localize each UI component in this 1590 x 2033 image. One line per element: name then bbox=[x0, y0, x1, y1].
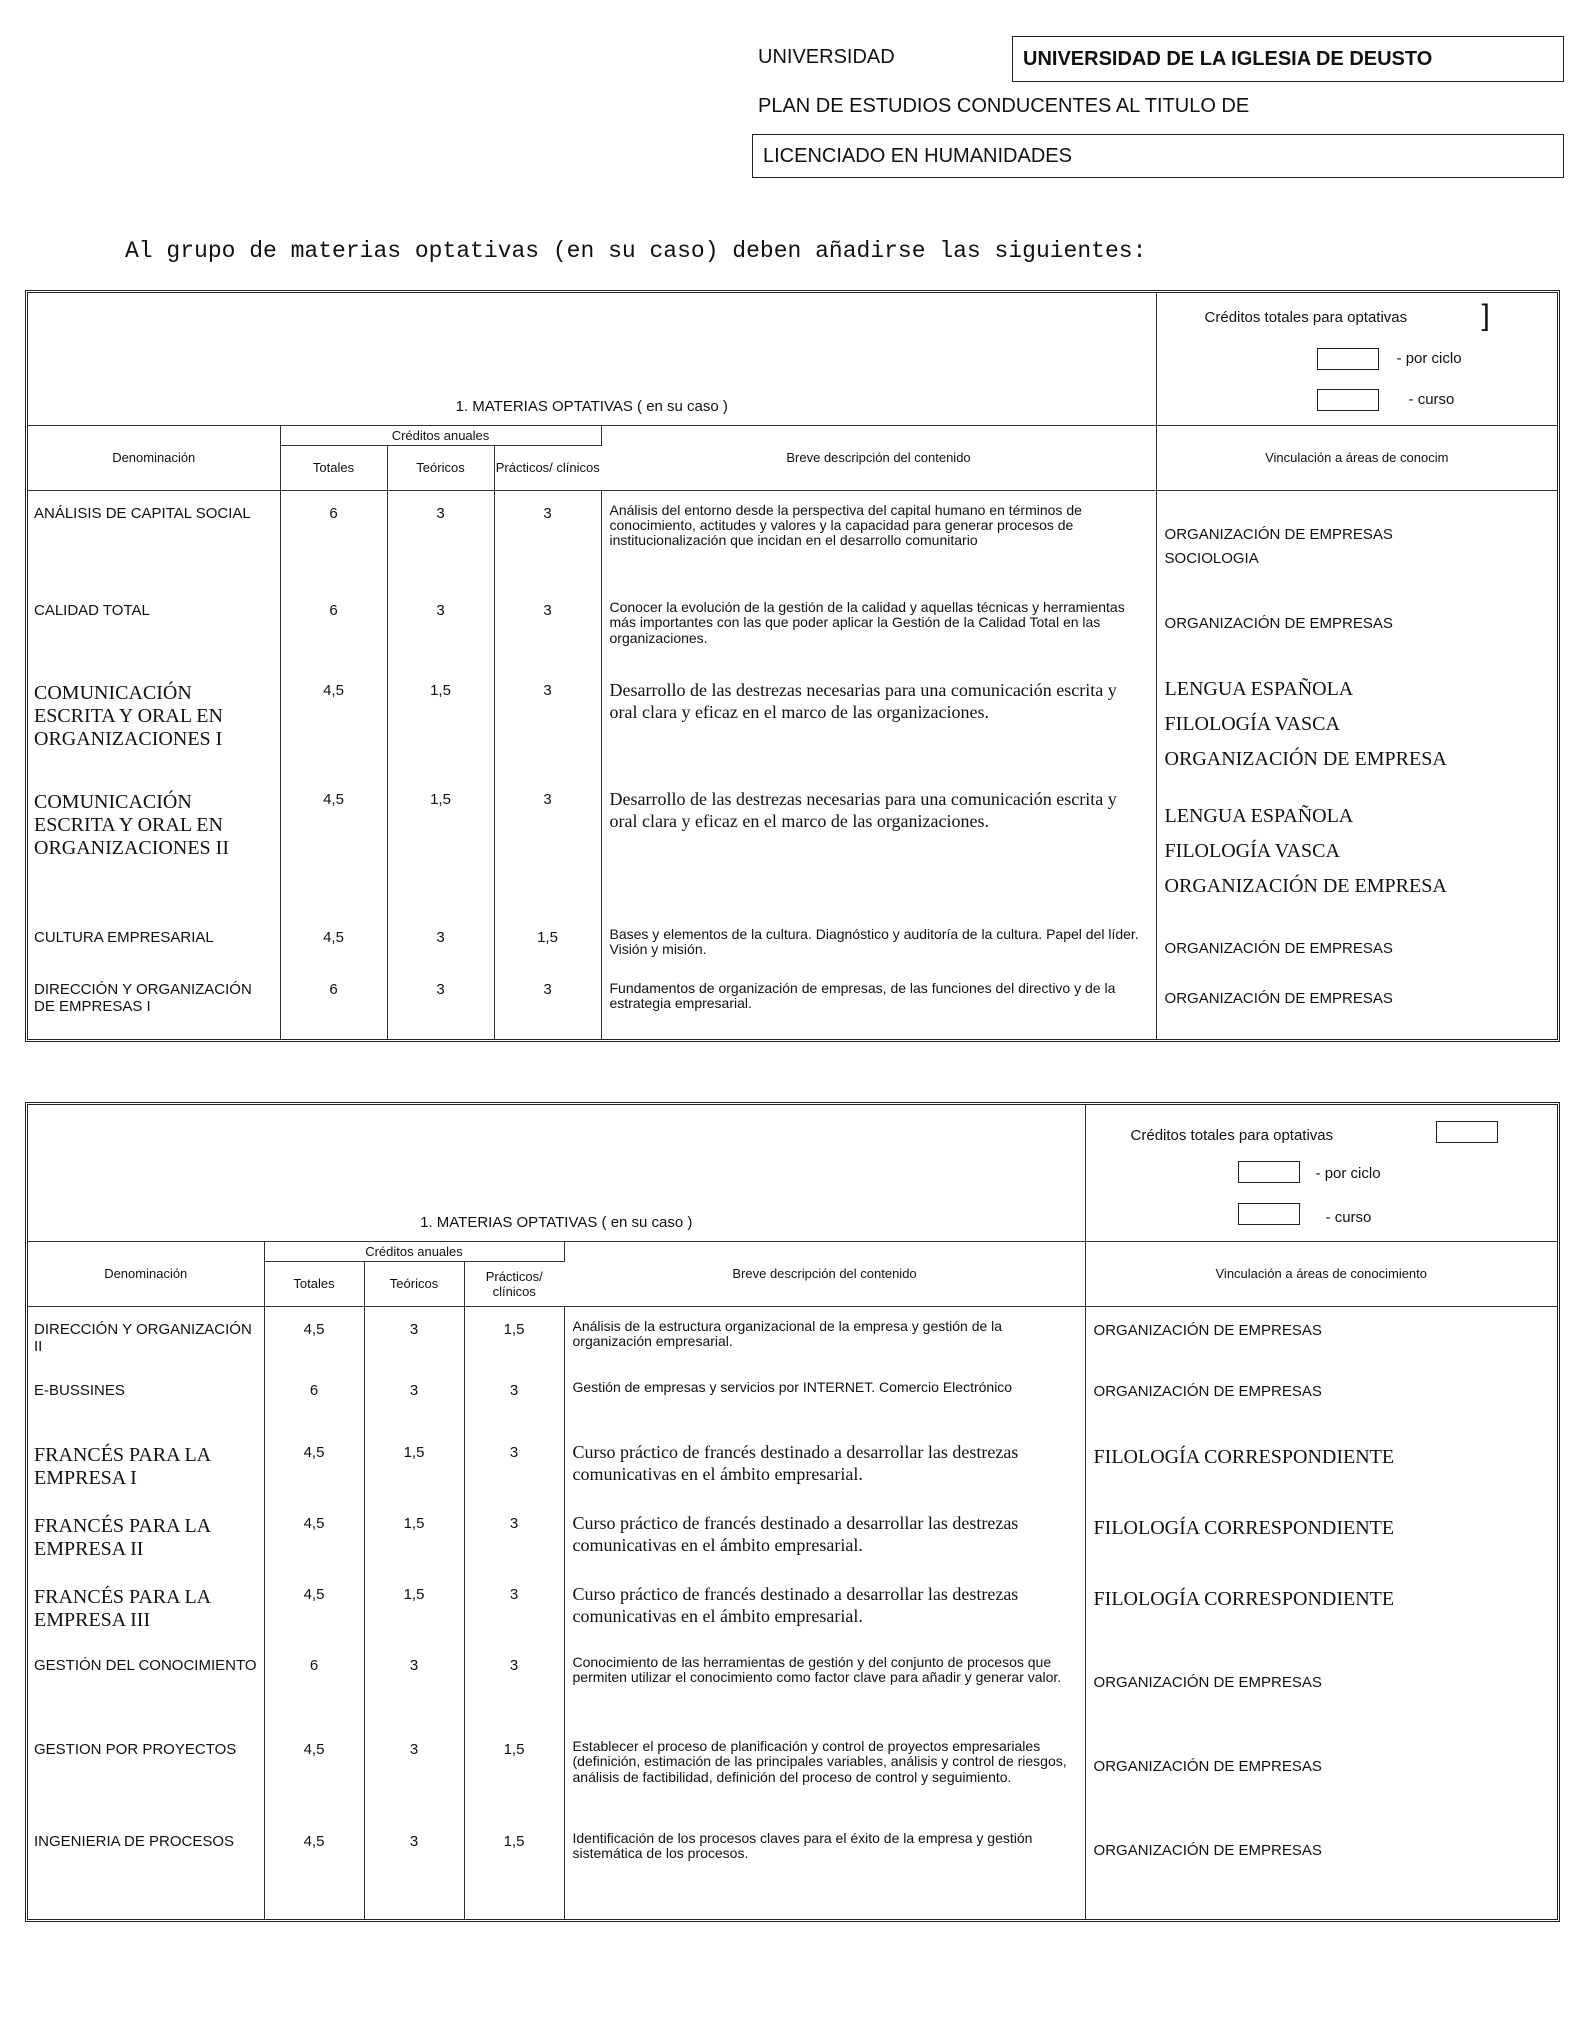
row-denominacion: DIRECCIÓN Y ORGANIZACIÓN II bbox=[28, 1306, 264, 1368]
universidad-field[interactable]: UNIVERSIDAD DE LA IGLESIA DE DEUSTO bbox=[1012, 36, 1564, 82]
row-vinculacion bbox=[1085, 1368, 1557, 1430]
row-totales: 6 bbox=[264, 1368, 364, 1430]
table-row bbox=[28, 777, 1557, 915]
row-descripcion: Curso práctico de francés destinado a desarrollar las destrezas comunicativas en el ámbito empresarial. bbox=[564, 1501, 1085, 1572]
row-totales: 4,5 bbox=[264, 1819, 364, 1919]
titulo-field[interactable]: LICENCIADO EN HUMANIDADES bbox=[752, 134, 1564, 178]
col-practicos: Prácticos/ clínicos bbox=[494, 445, 601, 490]
row-vinculacion bbox=[1156, 668, 1557, 777]
vinculacion-item: LENGUA ESPAÑOLA bbox=[1164, 678, 1354, 700]
row-teoricos: 1,5 bbox=[387, 668, 494, 777]
vinculacion-item: ORGANIZACIÓN DE EMPRESAS bbox=[1093, 1842, 1322, 1859]
table-row bbox=[28, 588, 1557, 668]
row-totales: 6 bbox=[264, 1643, 364, 1727]
por-ciclo-box[interactable] bbox=[1238, 1161, 1300, 1183]
row-denominacion: INGENIERIA DE PROCESOS bbox=[28, 1819, 264, 1919]
row-teoricos: 3 bbox=[364, 1306, 464, 1368]
row-teoricos: 1,5 bbox=[364, 1430, 464, 1501]
row-totales: 4,5 bbox=[264, 1727, 364, 1819]
vinculacion-item: LENGUA ESPAÑOLA bbox=[1164, 805, 1354, 827]
vinculacion-item: ORGANIZACIÓN DE EMPRESA bbox=[1164, 875, 1447, 897]
row-vinculacion bbox=[1085, 1727, 1557, 1819]
row-vinculacion bbox=[1085, 1306, 1557, 1368]
row-totales: 4,5 bbox=[264, 1306, 364, 1368]
row-totales: 6 bbox=[280, 490, 387, 588]
row-denominacion: DIRECCIÓN Y ORGANIZACIÓN DE EMPRESAS I bbox=[28, 977, 280, 1039]
row-vinculacion bbox=[1085, 1572, 1557, 1643]
table-title-cell bbox=[28, 293, 1156, 425]
table-title: 1. MATERIAS OPTATIVAS ( en su caso ) bbox=[455, 397, 728, 415]
curso-box[interactable] bbox=[1317, 389, 1379, 411]
row-totales: 4,5 bbox=[280, 777, 387, 915]
row-practicos: 1,5 bbox=[464, 1819, 564, 1919]
table-row bbox=[28, 1501, 1557, 1572]
row-practicos: 3 bbox=[464, 1501, 564, 1572]
row-practicos: 3 bbox=[494, 490, 601, 588]
table-row bbox=[28, 915, 1557, 977]
optativas-table-2 bbox=[25, 1102, 1560, 1922]
vinculacion-item: ORGANIZACIÓN DE EMPRESAS bbox=[1093, 1383, 1322, 1400]
row-vinculacion bbox=[1156, 490, 1557, 588]
col-practicos: Prácticos/ clínicos bbox=[464, 1261, 564, 1306]
creditos-totales-box bbox=[1085, 1105, 1557, 1241]
curso-label: - curso bbox=[1325, 1209, 1372, 1226]
creditos-totales-label: Créditos totales para optativas bbox=[1130, 1127, 1334, 1144]
row-teoricos: 3 bbox=[364, 1368, 464, 1430]
table-row bbox=[28, 668, 1557, 777]
table-row bbox=[28, 1306, 1557, 1368]
row-vinculacion bbox=[1085, 1643, 1557, 1727]
col-totales: Totales bbox=[280, 445, 387, 490]
vinculacion-item: ORGANIZACIÓN DE EMPRESA bbox=[1164, 748, 1447, 770]
table-row bbox=[28, 490, 1557, 588]
row-totales: 4,5 bbox=[264, 1430, 364, 1501]
row-descripcion: Análisis de la estructura organizacional de la empresa y gestión de la organización empresarial. bbox=[564, 1306, 1085, 1368]
row-denominacion: FRANCÉS PARA LA EMPRESA I bbox=[28, 1430, 264, 1501]
row-totales: 6 bbox=[280, 977, 387, 1039]
row-vinculacion bbox=[1156, 915, 1557, 977]
row-vinculacion bbox=[1156, 777, 1557, 915]
row-descripcion: Conocimiento de las herramientas de gestión y del conjunto de procesos que permiten utilizar el conocimiento como factor clave para añadir y generar valor. bbox=[564, 1643, 1085, 1727]
table-row bbox=[28, 1572, 1557, 1643]
row-teoricos: 3 bbox=[387, 977, 494, 1039]
row-descripcion: Curso práctico de francés destinado a desarrollar las destrezas comunicativas en el ámbito empresarial. bbox=[564, 1430, 1085, 1501]
row-denominacion: GESTION POR PROYECTOS bbox=[28, 1727, 264, 1819]
row-teoricos: 1,5 bbox=[364, 1501, 464, 1572]
row-denominacion: COMUNICACIÓN ESCRITA Y ORAL EN ORGANIZACIONES I bbox=[28, 668, 280, 777]
row-teoricos: 1,5 bbox=[364, 1572, 464, 1643]
vinculacion-item: FILOLOGÍA CORRESPONDIENTE bbox=[1093, 1517, 1395, 1539]
table-row bbox=[28, 1819, 1557, 1919]
row-practicos: 3 bbox=[494, 977, 601, 1039]
row-denominacion: GESTIÓN DEL CONOCIMIENTO bbox=[28, 1643, 264, 1727]
row-descripcion: Fundamentos de organización de empresas, de las funciones del directivo y de la estrategia empresarial. bbox=[601, 977, 1156, 1039]
row-practicos: 3 bbox=[494, 668, 601, 777]
vinculacion-item: SOCIOLOGIA bbox=[1164, 549, 1259, 567]
table-row bbox=[28, 1727, 1557, 1819]
row-practicos: 1,5 bbox=[494, 915, 601, 977]
col-creditos-anuales: Créditos anuales bbox=[280, 425, 601, 445]
row-teoricos: 3 bbox=[364, 1727, 464, 1819]
col-teoricos: Teóricos bbox=[364, 1261, 464, 1306]
curso-label: - curso bbox=[1408, 391, 1455, 408]
vinculacion-item: ORGANIZACIÓN DE EMPRESAS bbox=[1164, 525, 1393, 543]
row-denominacion: COMUNICACIÓN ESCRITA Y ORAL EN ORGANIZACIONES II bbox=[28, 777, 280, 915]
row-vinculacion bbox=[1085, 1819, 1557, 1919]
creditos-totales-label: Créditos totales para optativas bbox=[1204, 309, 1408, 326]
col-vinculacion: Vinculación a áreas de conocim bbox=[1156, 425, 1557, 490]
col-teoricos: Teóricos bbox=[387, 445, 494, 490]
col-denominacion: Denominación bbox=[28, 1241, 264, 1306]
por-ciclo-label: - por ciclo bbox=[1396, 350, 1462, 367]
row-denominacion: CALIDAD TOTAL bbox=[28, 588, 280, 668]
universidad-label: UNIVERSIDAD bbox=[758, 46, 895, 68]
vinculacion-item: FILOLOGÍA VASCA bbox=[1164, 713, 1340, 735]
bracket-mark: ] bbox=[1481, 299, 1490, 332]
row-descripcion: Análisis del entorno desde la perspectiva del capital humano en términos de conocimiento, actitudes y valores y la capacidad para generar procesos de institucionalización que incidan en el desarrollo comunitario bbox=[601, 490, 1156, 588]
vinculacion-item: FILOLOGÍA CORRESPONDIENTE bbox=[1093, 1446, 1395, 1468]
vinculacion-item: ORGANIZACIÓN DE EMPRESAS bbox=[1093, 1321, 1322, 1339]
row-teoricos: 3 bbox=[364, 1819, 464, 1919]
row-practicos: 3 bbox=[464, 1572, 564, 1643]
table-title-cell bbox=[28, 1105, 1085, 1241]
col-descripcion: Breve descripción del contenido bbox=[601, 425, 1156, 490]
col-descripcion: Breve descripción del contenido bbox=[564, 1241, 1085, 1306]
row-totales: 4,5 bbox=[264, 1501, 364, 1572]
curso-box[interactable] bbox=[1238, 1203, 1300, 1225]
row-totales: 4,5 bbox=[280, 915, 387, 977]
row-denominacion: FRANCÉS PARA LA EMPRESA II bbox=[28, 1501, 264, 1572]
col-vinculacion: Vinculación a áreas de conocimiento bbox=[1085, 1241, 1557, 1306]
row-teoricos: 3 bbox=[387, 915, 494, 977]
row-denominacion: CULTURA EMPRESARIAL bbox=[28, 915, 280, 977]
row-descripcion: Desarrollo de las destrezas necesarias para una comunicación escrita y oral clara y eficaz en el marco de las organizaciones. bbox=[601, 668, 1156, 777]
table-row bbox=[28, 977, 1557, 1039]
row-practicos: 3 bbox=[464, 1643, 564, 1727]
row-teoricos: 3 bbox=[387, 588, 494, 668]
col-creditos-anuales: Créditos anuales bbox=[264, 1241, 564, 1261]
row-practicos: 3 bbox=[494, 777, 601, 915]
optativas-table-1 bbox=[25, 290, 1560, 1042]
row-practicos: 3 bbox=[494, 588, 601, 668]
row-teoricos: 1,5 bbox=[387, 777, 494, 915]
row-totales: 4,5 bbox=[264, 1572, 364, 1643]
creditos-totales-input[interactable] bbox=[1436, 1121, 1498, 1143]
row-descripcion: Desarrollo de las destrezas necesarias para una comunicación escrita y oral clara y eficaz en el marco de las organizaciones. bbox=[601, 777, 1156, 915]
row-practicos: 1,5 bbox=[464, 1306, 564, 1368]
row-totales: 4,5 bbox=[280, 668, 387, 777]
row-vinculacion bbox=[1156, 977, 1557, 1039]
vinculacion-item: ORGANIZACIÓN DE EMPRESAS bbox=[1164, 615, 1393, 632]
table-row bbox=[28, 1643, 1557, 1727]
row-teoricos: 3 bbox=[387, 490, 494, 588]
plan-label: PLAN DE ESTUDIOS CONDUCENTES AL TITULO DE bbox=[758, 95, 1250, 117]
row-descripcion: Identificación de los procesos claves para el éxito de la empresa y gestión sistemática de los procesos. bbox=[564, 1819, 1085, 1919]
row-denominacion: ANÁLISIS DE CAPITAL SOCIAL bbox=[28, 490, 280, 588]
intro-text: Al grupo de materias optativas (en su caso) deben añadirse las siguientes: bbox=[125, 238, 1147, 264]
por-ciclo-label: - por ciclo bbox=[1315, 1165, 1381, 1182]
row-vinculacion bbox=[1085, 1430, 1557, 1501]
vinculacion-item: ORGANIZACIÓN DE EMPRESAS bbox=[1164, 990, 1393, 1007]
col-denominacion: Denominación bbox=[28, 425, 280, 490]
vinculacion-item: FILOLOGÍA CORRESPONDIENTE bbox=[1093, 1588, 1395, 1610]
table-row bbox=[28, 1430, 1557, 1501]
col-totales: Totales bbox=[264, 1261, 364, 1306]
row-practicos: 3 bbox=[464, 1368, 564, 1430]
row-descripcion: Curso práctico de francés destinado a desarrollar las destrezas comunicativas en el ámbito empresarial. bbox=[564, 1572, 1085, 1643]
vinculacion-item: ORGANIZACIÓN DE EMPRESAS bbox=[1093, 1758, 1322, 1775]
row-descripcion: Bases y elementos de la cultura. Diagnóstico y auditoría de la cultura. Papel del líder. Visión y misión. bbox=[601, 915, 1156, 977]
vinculacion-item: FILOLOGÍA VASCA bbox=[1164, 840, 1340, 862]
row-descripcion: Gestión de empresas y servicios por INTERNET. Comercio Electrónico bbox=[564, 1368, 1085, 1430]
creditos-totales-box bbox=[1156, 293, 1557, 425]
row-vinculacion bbox=[1085, 1501, 1557, 1572]
row-practicos: 3 bbox=[464, 1430, 564, 1501]
row-totales: 6 bbox=[280, 588, 387, 668]
row-teoricos: 3 bbox=[364, 1643, 464, 1727]
table-row bbox=[28, 1368, 1557, 1430]
row-descripcion: Establecer el proceso de planificación y control de proyectos empresariales (definición, estimación de las principales variables, análisis y control de riesgos, análisis de factibilidad, definición del proceso de control y seguimiento. bbox=[564, 1727, 1085, 1819]
row-denominacion: E-BUSSINES bbox=[28, 1368, 264, 1430]
row-descripcion: Conocer la evolución de la gestión de la calidad y aquellas técnicas y herramientas más importantes con las que poder aplicar la Gestión de la Calidad Total en las organizaciones. bbox=[601, 588, 1156, 668]
vinculacion-item: ORGANIZACIÓN DE EMPRESAS bbox=[1093, 1674, 1322, 1691]
row-practicos: 1,5 bbox=[464, 1727, 564, 1819]
por-ciclo-box[interactable] bbox=[1317, 348, 1379, 370]
row-denominacion: FRANCÉS PARA LA EMPRESA III bbox=[28, 1572, 264, 1643]
table-title: 1. MATERIAS OPTATIVAS ( en su caso ) bbox=[420, 1213, 693, 1231]
row-vinculacion bbox=[1156, 588, 1557, 668]
vinculacion-item: ORGANIZACIÓN DE EMPRESAS bbox=[1164, 940, 1393, 957]
